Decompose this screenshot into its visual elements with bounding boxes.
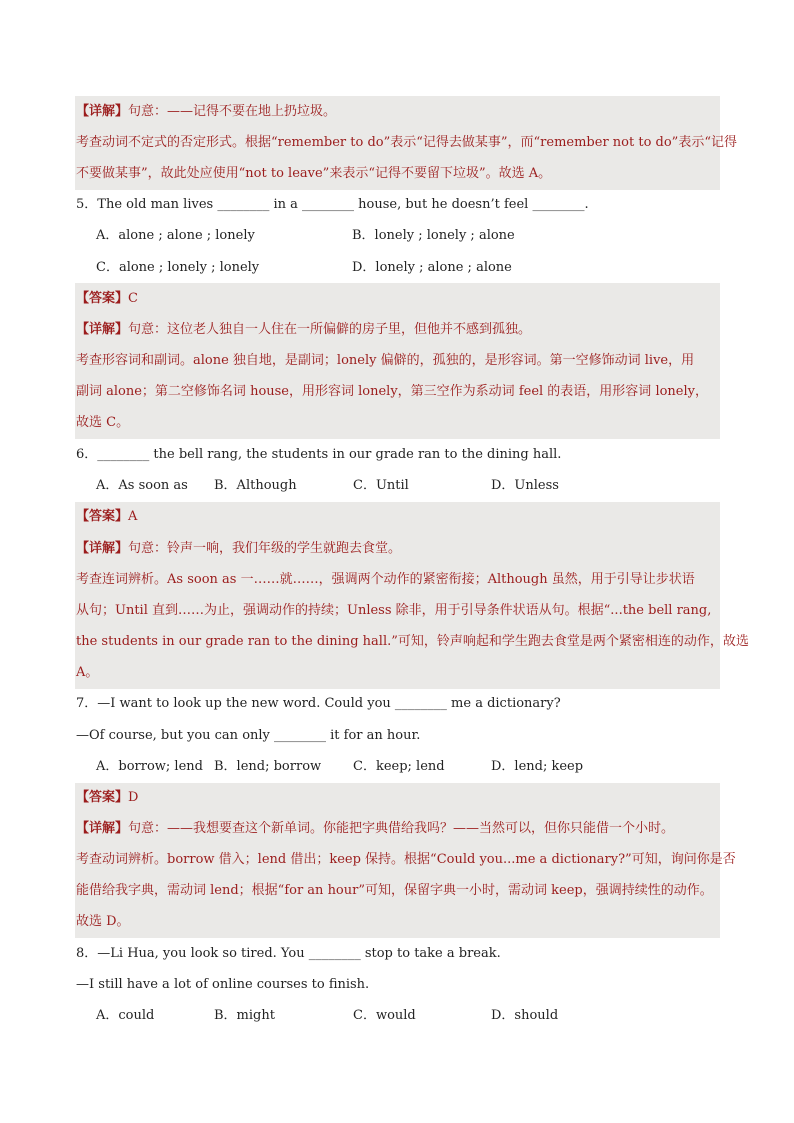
explain-text: 句意：——我想要查这个新单词。你能把字典借给我吗？——当然可以，但你只能借一个小时。 xyxy=(128,821,675,836)
explain-text: 句意：这位老人独自一人住在一所偏僻的房子里，但他并不感到孤独。 xyxy=(128,322,532,337)
explanation-line: 故选 C。 xyxy=(76,415,130,430)
question-stem: —I still have a lot of online courses to finish. xyxy=(76,977,370,992)
explanation-line: the students in our grade ran to the dining hall.”可知，铃声响起和学生跑去食堂是两个紧密相连的动作，故选 xyxy=(76,634,749,649)
question-stem: —Of course, but you can only ________ it for an hour. xyxy=(76,728,421,743)
answer-value: C xyxy=(128,291,138,306)
explanation-line: A。 xyxy=(76,665,99,680)
option-a: A．could xyxy=(96,1008,155,1023)
question-stem: 7．—I want to look up the new word. Could you ________ me a dictionary? xyxy=(76,696,561,711)
option-c: C．alone ; lonely ; lonely xyxy=(96,260,260,275)
explain-tag: 【详解】 xyxy=(76,541,129,556)
question-stem: 8．—Li Hua, you look so tired. You ________ stop to take a break. xyxy=(76,946,501,961)
answer-line xyxy=(76,507,137,527)
explanation-line: 考查动词辨析。borrow 借入；lend 借出；keep 保持。根据“Could you...me a dictionary?”可知，询问你是否 xyxy=(76,852,736,867)
option-d: D．Unless xyxy=(491,478,559,493)
explanation-line: 考查动词不定式的否定形式。根据“remember to do”表示“记得去做某事”，而“remember not to do”表示“记得 xyxy=(76,135,737,150)
answer-line xyxy=(76,289,138,309)
answer-tag: 【答案】 xyxy=(76,509,129,524)
explanation-line xyxy=(76,102,336,122)
option-b: B．might xyxy=(214,1008,275,1023)
explain-text: 句意：铃声一响，我们年级的学生就跑去食堂。 xyxy=(128,541,402,556)
explanation-line: 副词 alone；第二空修饰名词 house，用形容词 lonely，第三空作为系动词 feel 的表语，用形容词 lonely， xyxy=(76,384,708,399)
explain-text: 句意：——记得不要在地上扔垃圾。 xyxy=(128,104,337,119)
explanation-line: 能借给我字典，需动词 lend；根据“for an hour”可知，保留字典一小时，需动词 keep，强调持续性的动作。 xyxy=(76,883,713,898)
option-a: A．borrow; lend xyxy=(96,759,203,774)
answer-tag: 【答案】 xyxy=(76,790,129,805)
explain-tag: 【详解】 xyxy=(76,322,129,337)
option-a: A．As soon as xyxy=(96,478,188,493)
option-b: B．lend; borrow xyxy=(214,759,322,774)
explanation-line: 从句；Until 直到……为止，强调动作的持续；Unless 除非，用于引导条件状语从句。根据“...the bell rang, xyxy=(76,603,712,618)
answer-line xyxy=(76,788,138,808)
explanation-line: 考查连词辨析。As soon as 一……就……，强调两个动作的紧密衔接；Although 虽然，用于引导让步状语 xyxy=(76,572,695,587)
option-a: A．alone ; alone ; lonely xyxy=(96,228,255,243)
explanation-line: 考查形容词和副词。alone 独自地，是副词；lonely 偏僻的，孤独的，是形容词。第一空修饰动词 live，用 xyxy=(76,353,695,368)
explanation-line: 不要做某事”，故此处应使用“not to leave”来表示“记得不要留下垃圾”。故选 A。 xyxy=(76,166,552,181)
answer-tag: 【答案】 xyxy=(76,291,129,306)
option-b: B．Although xyxy=(214,478,297,493)
explain-tag: 【详解】 xyxy=(76,104,129,119)
option-c: C．would xyxy=(353,1008,416,1023)
answer-value: A xyxy=(128,509,138,524)
option-d: D．should xyxy=(491,1008,559,1023)
explanation-line xyxy=(76,539,401,559)
option-d: D．lonely ; alone ; alone xyxy=(352,260,512,275)
explain-tag: 【详解】 xyxy=(76,821,129,836)
option-c: C．Until xyxy=(353,478,409,493)
option-b: B．lonely ; lonely ; alone xyxy=(352,228,515,243)
explanation-line xyxy=(76,819,674,839)
option-c: C．keep; lend xyxy=(353,759,445,774)
answer-value: D xyxy=(128,790,139,805)
question-stem: 6．________ the bell rang, the students in our grade ran to the dining hall. xyxy=(76,447,562,462)
option-d: D．lend; keep xyxy=(491,759,584,774)
explanation-line xyxy=(76,320,531,340)
explanation-line: 故选 D。 xyxy=(76,914,130,929)
answer-block xyxy=(75,502,720,689)
question-stem: 5．The old man lives ________ in a ________ house, but he doesn’t feel ________. xyxy=(76,197,589,212)
